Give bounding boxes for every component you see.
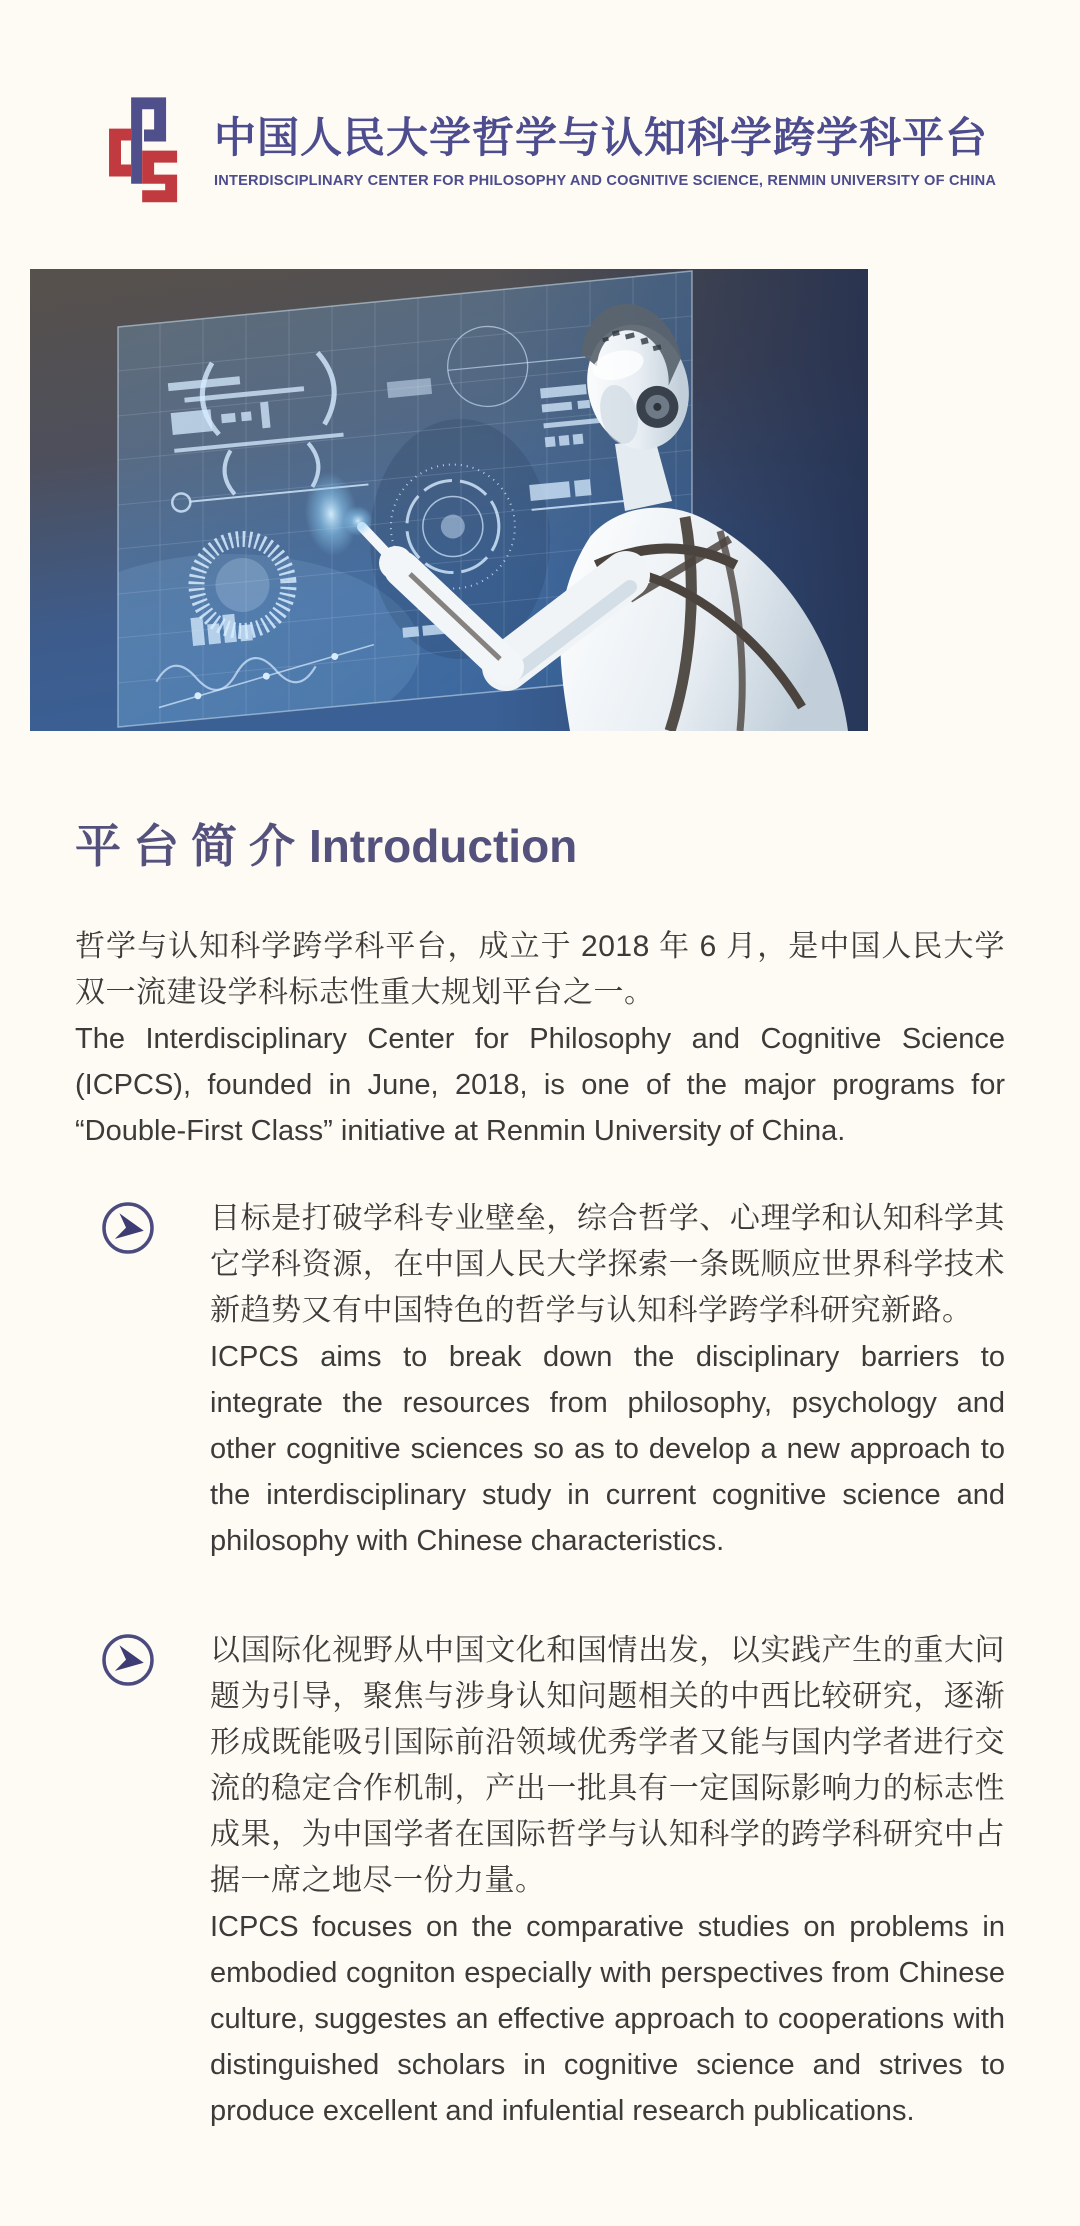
org-title-zh: 中国人民大学哲学与认知科学跨学科平台: [214, 114, 989, 161]
intro-paragraph-zh: 哲学与认知科学跨学科平台，成立于 2018 年 6 月，是中国人民大学双一流建设学科标志性重大规划平台之一。: [75, 930, 1005, 1010]
hero-image: [30, 269, 868, 731]
bullet-text: [210, 1628, 1005, 2134]
intro-paragraph-en: The Interdisciplinary Center for Philosophy and Cognitive Science (ICPCS), founded in June, 2018, is one of the major programs for “Double-First Class” initiative at Renmin University of China.: [75, 1023, 1005, 1148]
bullet-text: [210, 1196, 1005, 1564]
header: [0, 0, 1080, 206]
arrow-circle-icon: [100, 1200, 156, 1256]
section-heading-zh: 平台简介: [75, 820, 307, 872]
bullet-1-zh: 目标是打破学科专业壁垒，综合哲学、心理学和认知科学其它学科资源，在中国人民大学探索一条既顺应世界科学技术新趋势又有中国特色的哲学与认知科学跨学科研究新路。: [210, 1202, 1005, 1328]
arrow-circle-icon: [100, 1632, 156, 1688]
bullet-item-goal: [100, 1196, 1005, 1564]
section-heading: [75, 819, 1080, 874]
section-heading-en: Introduction: [309, 820, 578, 872]
robot-touchscreen-illustration: [30, 269, 868, 731]
bullet-1-en: ICPCS aims to break down the disciplinary barriers to integrate the resources from philosophy, psychology and other cognitive sciences so as to develop a new approach to the interdisciplinary study in current cognitive science and philosophy with Chinese characteristics.: [210, 1341, 1005, 1558]
bullet-item-vision: [100, 1628, 1005, 2134]
header-titles: [214, 105, 996, 189]
icpcs-logo-icon: [98, 88, 190, 206]
bullet-2-zh: 以国际化视野从中国文化和国情出发，以实践产生的重大问题为引导，聚焦与涉身认知问题相关的中西比较研究，逐渐形成既能吸引国际前沿领域优秀学者又能与国内学者进行交流的稳定合作机制，产出一批具有一定国际影响力的标志性成果，为中国学者在国际哲学与认知科学的跨学科研究中占据一席之地尽一份力量。: [210, 1634, 1005, 1898]
intro-section: [75, 924, 1005, 1154]
org-title-en: INTERDISCIPLINARY CENTER FOR PHILOSOPHY AND COGNITIVE SCIENCE, RENMIN UNIVERSITY OF CHINA: [214, 173, 997, 189]
bullet-2-en: ICPCS focuses on the comparative studies on problems in embodied cogniton especially with perspectives from Chinese culture, suggestes an effective approach to cooperations with distinguished scholars in cognitive science and strives to produce excellent and infulential research publications.: [210, 1911, 1005, 2128]
